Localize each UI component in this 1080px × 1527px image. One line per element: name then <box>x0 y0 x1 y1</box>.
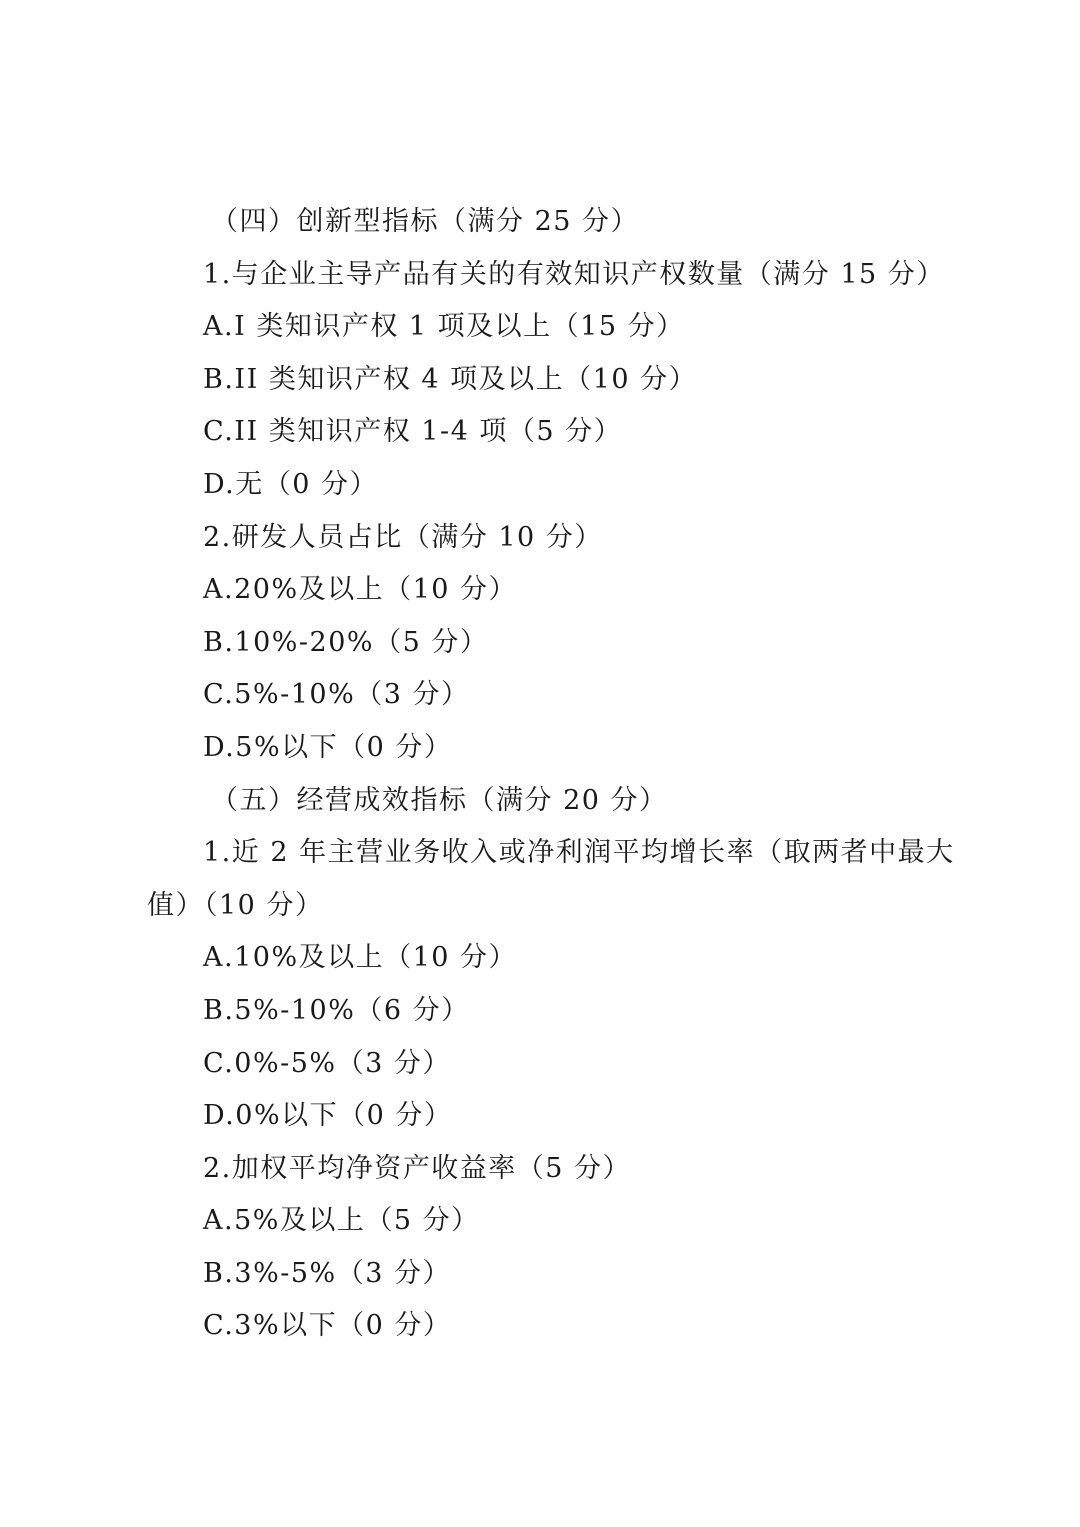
document-body <box>147 196 955 1353</box>
option-item: B.II 类知识产权 4 项及以上（10 分） <box>203 363 698 395</box>
section-heading: （五）经营成效指标（满分 20 分） <box>211 784 668 816</box>
option-item: C.3%以下（0 分） <box>203 1310 452 1342</box>
option-item: D.5%以下（0 分） <box>203 731 453 763</box>
option-item: A.20%及以上（10 分） <box>203 574 518 606</box>
option-item: C.5%-10%（3 分） <box>203 679 470 711</box>
option-item: C.II 类知识产权 1-4 项（5 分） <box>203 416 623 448</box>
option-item: D.0%以下（0 分） <box>203 1100 453 1132</box>
option-item: B.10%-20%（5 分） <box>203 626 489 658</box>
option-item: D.无（0 分） <box>203 468 379 500</box>
option-item: A.5%及以上（5 分） <box>203 1205 480 1237</box>
question-title: 2.研发人员占比（满分 10 分） <box>203 521 603 553</box>
question-title: 1.与企业主导产品有关的有效知识产权数量（满分 15 分） <box>203 258 945 290</box>
option-item: B.5%-10%（6 分） <box>203 994 470 1026</box>
option-item: A.I 类知识产权 1 项及以上（15 分） <box>203 311 685 343</box>
section-heading: （四）创新型指标（满分 25 分） <box>211 206 640 237</box>
question-title-line2: 值）（10 分） <box>147 889 324 921</box>
option-item: B.3%-5%（3 分） <box>203 1257 451 1289</box>
question-title: 2.加权平均净资产收益率（5 分） <box>203 1152 632 1184</box>
option-item: A.10%及以上（10 分） <box>203 942 518 974</box>
option-item: C.0%-5%（3 分） <box>203 1047 451 1079</box>
question-title-line1: 1.近 2 年主营业务收入或净利润平均增长率（取两者中最大 <box>203 837 955 869</box>
